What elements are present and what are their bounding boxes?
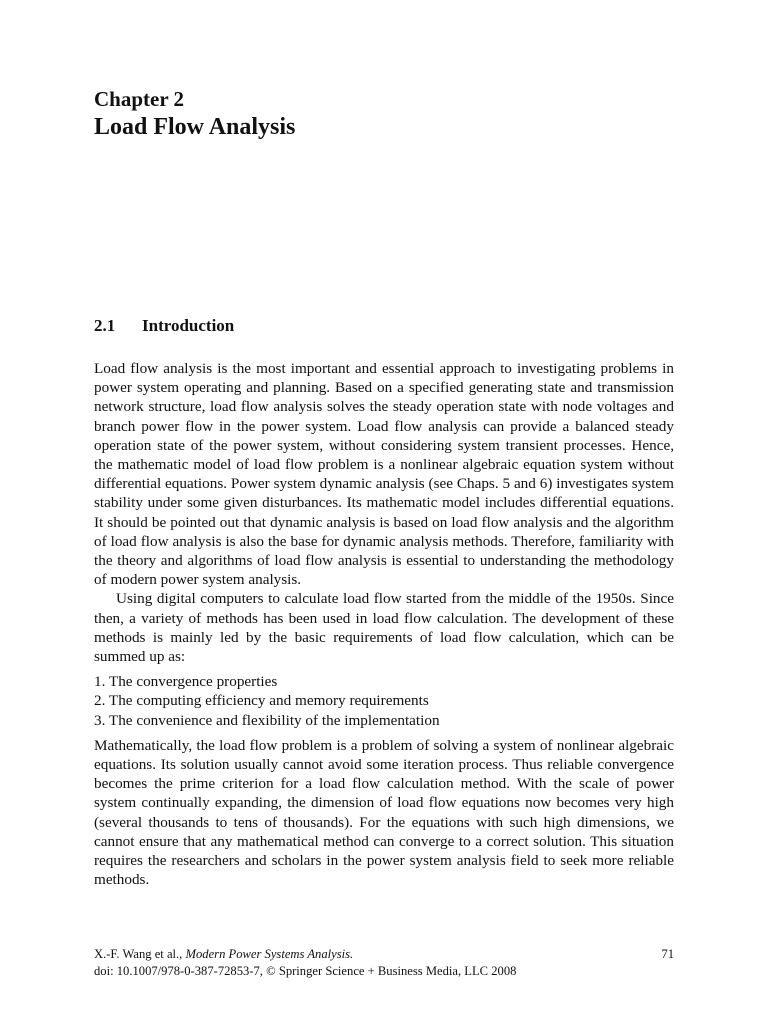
citation-authors: X.-F. Wang et al., <box>94 947 183 961</box>
citation-book-title: Modern Power Systems Analysis. <box>185 947 354 961</box>
list-item: 3. The convenience and flexibility of the implementation <box>94 711 440 729</box>
requirements-list <box>94 672 674 730</box>
paragraph: Using digital computers to calculate load flow started from the middle of the 1950s. Since then, a variety of methods has been used in load flow calculation. The development of these methods is mainly led by the basic requirements of load flow calculation, which can be summed up as: <box>94 590 674 666</box>
page-footer <box>94 946 674 980</box>
chapter-title: Load Flow Analysis <box>94 114 296 140</box>
paragraph: Mathematically, the load flow problem is a problem of solving a system of nonlinear algebraic equations. Its solution usually cannot avoid some iteration process. Thus reliable convergence becomes the prime criterion for a load flow calculation method. With the scale of power system continually expanding, the dimension of load flow equations now becomes very high (several thousands to tens of thousands). For the equations with such high dimensions, we cannot ensure that any mathematical method can converge to a correct solution. This situation requires the researchers and scholars in the power system analysis field to seek more reliable methods. <box>94 736 674 889</box>
section-title: Introduction <box>142 316 235 335</box>
doi-line: doi: 10.1007/978-0-387-72853-7, © Springer Science + Business Media, LLC 2008 <box>94 964 517 978</box>
page-number: 71 <box>661 947 674 961</box>
chapter-header <box>94 86 674 142</box>
body-text <box>94 359 674 889</box>
section-number: 2.1 <box>94 316 116 335</box>
citation <box>94 946 353 963</box>
list-item: 2. The computing efficiency and memory requirements <box>94 692 429 710</box>
list-item: 1. The convergence properties <box>94 673 278 691</box>
section-heading <box>94 315 234 337</box>
paragraph: Load flow analysis is the most important and essential approach to investigating problems in power system operating and planning. Based on a specified generating state and transmission network structure, load flow analysis solves the steady operation state with node voltages and branch power flow in the power system. Load flow analysis can provide a balanced steady operation state of the power system, without considering system transient processes. Hence, the mathematic model of load flow problem is a nonlinear algebraic equation system without differential equations. Power system dynamic analysis (see Chaps. 5 and 6) investigates system stability under some given disturbances. Its mathematic model includes differential equations. It should be pointed out that dynamic analysis is based on load flow analysis and the algorithm of load flow analysis is also the base for dynamic analysis methods. Therefore, familiarity with the theory and algorithms of load flow analysis is essential to understanding the methodology of modern power system analysis. <box>94 360 674 589</box>
chapter-number: Chapter 2 <box>94 87 185 111</box>
